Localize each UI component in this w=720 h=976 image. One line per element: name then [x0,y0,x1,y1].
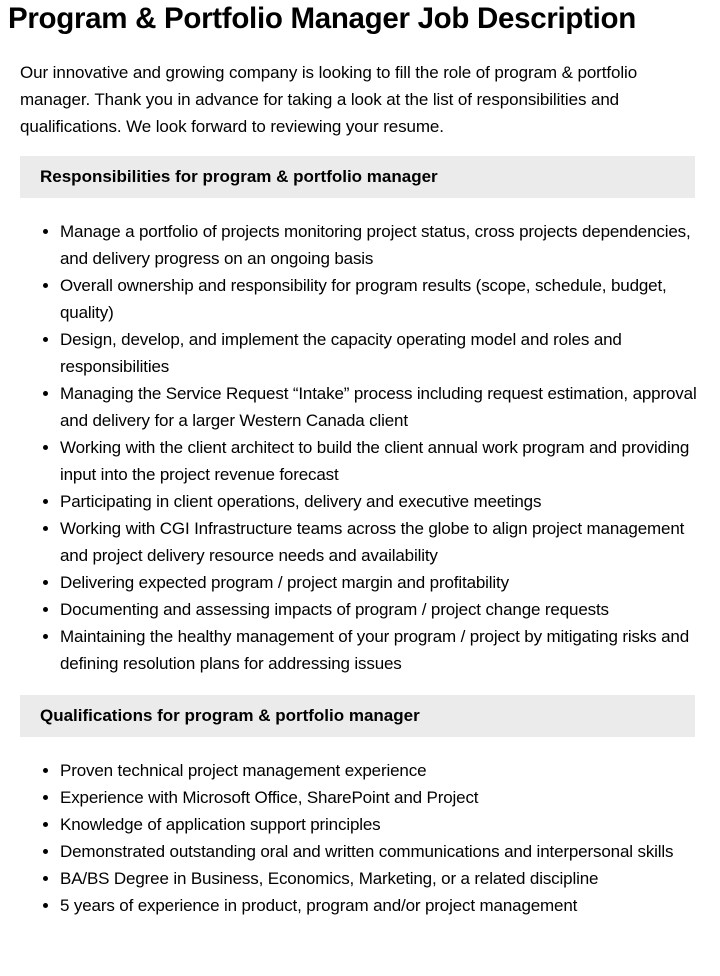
responsibilities-list [20,218,700,677]
list-item: • Participating in client operations, delivery and executive meetings [60,488,700,515]
list-item: • Manage a portfolio of projects monitoring project status, cross projects dependencies, and delivery progress on an ongoing basis [60,218,700,272]
list-item: • Demonstrated outstanding oral and written communications and interpersonal skills [60,838,700,865]
qualifications-list [20,757,700,919]
list-item: • Documenting and assessing impacts of program / project change requests [60,596,700,623]
page-title: Program & Portfolio Manager Job Description [8,2,636,35]
list-item: • Overall ownership and responsibility for program results (scope, schedule, budget, quality) [60,272,700,326]
list-item: • Proven technical project management experience [60,757,700,784]
intro-paragraph: Our innovative and growing company is looking to fill the role of program & portfolio manager. Thank you in advance for taking a look at the list of responsibilities and qualifications. We look forward to reviewing your resume. [20,63,638,136]
qualifications-heading: Qualifications for program & portfolio manager [20,695,695,737]
list-item: • Managing the Service Request “Intake” process including request estimation, approval and delivery for a larger Western Canada client [60,380,700,434]
list-item: • Working with CGI Infrastructure teams across the globe to align project management and project delivery resource needs and availability [60,515,700,569]
list-item: • Knowledge of application support principles [60,811,700,838]
list-item: • Experience with Microsoft Office, SharePoint and Project [60,784,700,811]
list-item: • BA/BS Degree in Business, Economics, Marketing, or a related discipline [60,865,700,892]
responsibilities-heading: Responsibilities for program & portfolio manager [20,156,695,198]
list-item: • Maintaining the healthy management of your program / project by mitigating risks and defining resolution plans for addressing issues [60,623,700,677]
list-item: • Delivering expected program / project margin and profitability [60,569,700,596]
list-item: • Design, develop, and implement the capacity operating model and roles and responsibilities [60,326,700,380]
list-item: • Working with the client architect to build the client annual work program and providing input into the project revenue forecast [60,434,700,488]
list-item: • 5 years of experience in product, program and/or project management [60,892,700,919]
